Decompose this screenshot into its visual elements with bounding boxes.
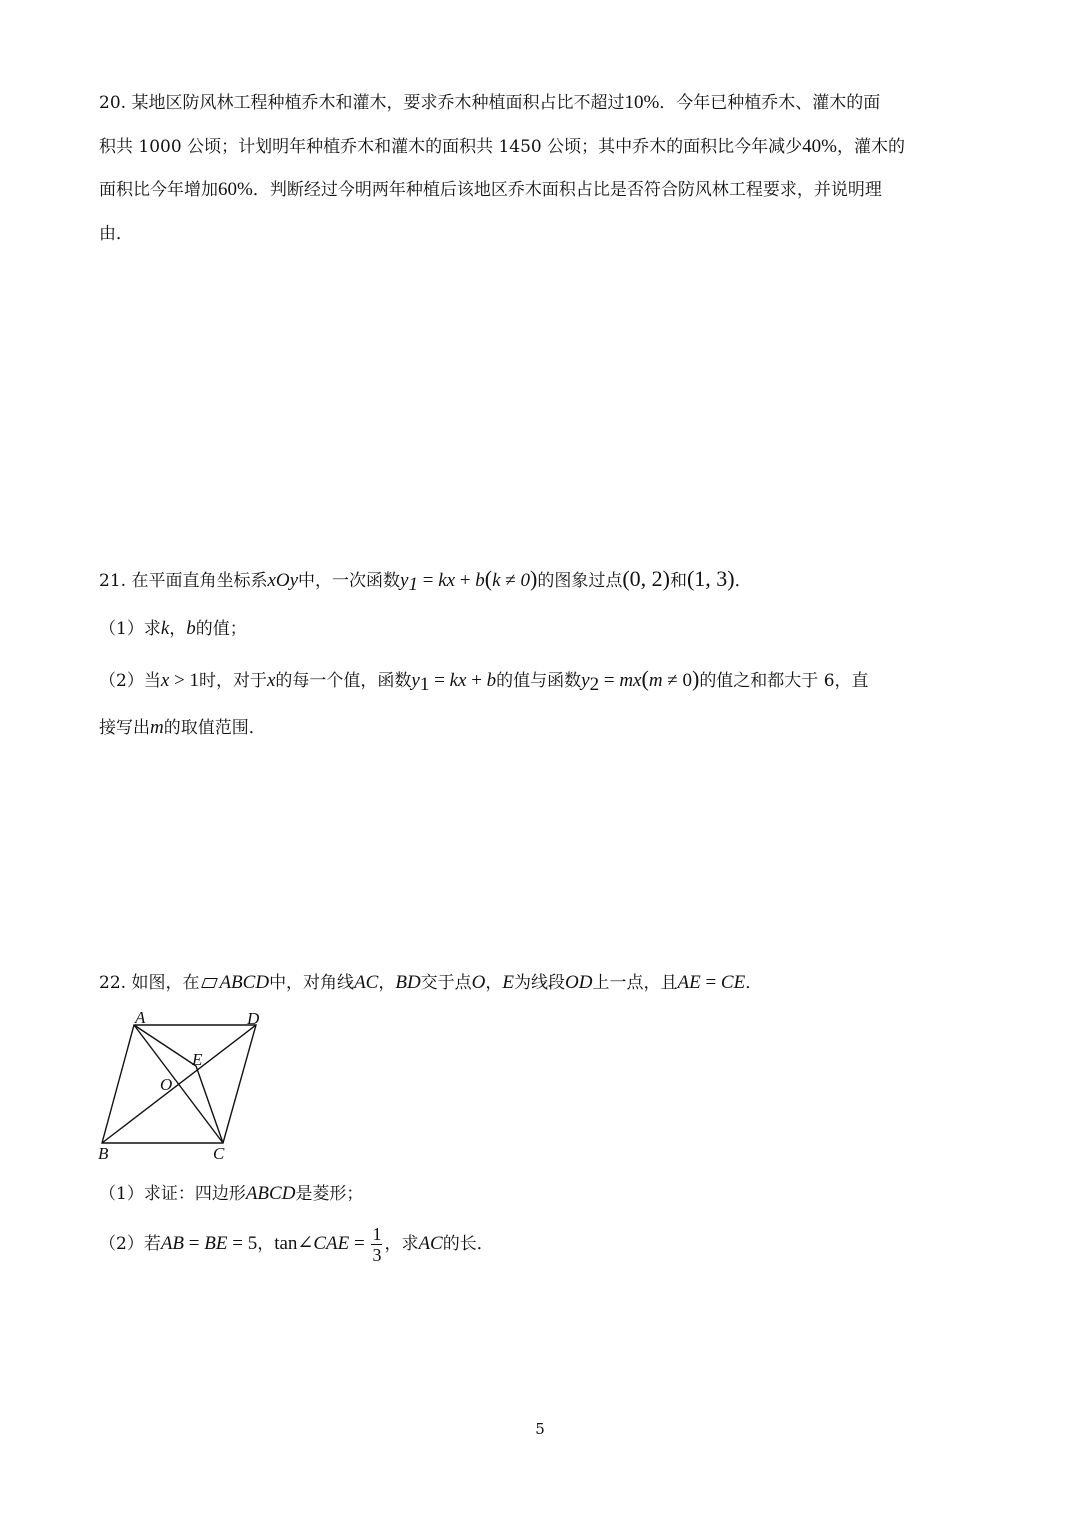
label-b: B	[98, 1144, 109, 1163]
q22-part-1	[99, 1181, 363, 1207]
math-xoy: xOy	[267, 570, 299, 591]
q20-percent-40: 40%	[802, 136, 837, 157]
math-kx: kx	[449, 670, 467, 691]
math-m: m	[648, 670, 663, 691]
math-o: O	[471, 972, 486, 993]
math-abcd: ABCD	[245, 1183, 296, 1204]
q21-text: 的值；	[195, 619, 247, 639]
q22-text: （1）求证：四边形	[99, 1184, 246, 1204]
math-op: ≠ 0	[662, 670, 692, 691]
q21-text: 接写出	[99, 718, 150, 738]
page-number: 5	[535, 1420, 545, 1438]
math-point-0-2: (0, 2)	[622, 566, 670, 591]
math-tan: tan∠	[274, 1233, 314, 1254]
math-k: k	[160, 618, 170, 639]
q20-text: 20. 某地区防风林工程种植乔木和灌木，要求乔木种植面积占比不超过	[99, 93, 625, 113]
q22-text: 的长．	[442, 1234, 494, 1254]
q22-text: 22. 如图，在	[99, 973, 200, 993]
math-ae: AE	[677, 972, 701, 993]
math-op: +	[455, 570, 476, 591]
q22-text: ，	[485, 973, 503, 993]
math-op: ≠	[500, 570, 521, 591]
q21-text: （1）求	[99, 619, 161, 639]
math-x: x	[266, 670, 276, 691]
fraction-one-third	[371, 1224, 382, 1265]
math-b: b	[486, 670, 497, 691]
q21-text: （2）当	[99, 671, 161, 691]
math-op: +	[466, 670, 487, 691]
label-e: E	[192, 1050, 203, 1069]
label-d: D	[247, 1009, 260, 1028]
q22-text: 为线段	[514, 973, 566, 993]
parallelogram-figure	[96, 1006, 286, 1166]
math-op: =	[429, 670, 450, 691]
math-ce: CE	[720, 972, 746, 993]
math-b: b	[186, 618, 196, 639]
q20-text: ．今年已种植乔木、灌木的面	[659, 93, 881, 113]
q21-part-1	[99, 616, 247, 642]
math-ac: AC	[354, 972, 379, 993]
q21-text: 的值之和都大于 6，直	[699, 671, 869, 691]
math-sub: 1	[419, 674, 430, 695]
math-be: BE	[204, 1233, 228, 1254]
q21-text: 时，对于	[198, 671, 267, 691]
q20-percent-60: 60%	[218, 179, 253, 200]
q22-text: ，	[378, 973, 396, 993]
math-x: x	[160, 670, 170, 691]
math-op: =	[599, 670, 620, 691]
math-b: b	[475, 570, 485, 591]
q20-line-1	[99, 90, 880, 116]
math-zero: 0	[520, 570, 530, 591]
math-m: m	[150, 717, 164, 738]
q21-text: 21. 在平面直角坐标系	[99, 571, 268, 591]
q22-text: 是菱形；	[295, 1184, 364, 1204]
q20-line-4: 由．	[99, 224, 133, 244]
q22-text: （2）若	[99, 1234, 161, 1254]
q20-percent-10: 10%	[624, 92, 660, 113]
q21-text: 中，一次函数	[298, 571, 401, 591]
math-od: OD	[565, 972, 593, 993]
math-mx: mx	[619, 670, 642, 691]
q22-text: 交于点	[420, 973, 472, 993]
q21-line-1	[99, 566, 752, 598]
q21-text: 的图象过点	[537, 571, 623, 591]
math-kx: kx	[438, 570, 456, 591]
math-y: y	[581, 670, 590, 691]
math-ineq: > 1	[169, 670, 199, 691]
fraction-denominator: 3	[372, 1245, 382, 1265]
math-y: y	[411, 670, 420, 691]
q20-text: ．判断经过今明两年种植后该地区乔木面积占比是否符合防风林工程要求，并说明理	[252, 180, 882, 200]
q21-text: 和	[669, 571, 687, 591]
q20-text: ，灌木的	[836, 137, 905, 157]
q21-part-2	[99, 666, 869, 698]
q22-text: ．	[745, 973, 763, 993]
math-paren: )	[691, 666, 700, 691]
parallelogram-icon	[202, 978, 219, 988]
math-abcd: ABCD	[219, 972, 270, 993]
q20-text: 积共 1000 公顷；计划明年种植乔木和灌木的面积共 1450 公顷；其中乔木的面积比今年减少	[99, 137, 803, 157]
math-ab: AB	[160, 1233, 185, 1254]
math-op: =	[700, 972, 721, 993]
q22-part-2	[99, 1224, 494, 1265]
math-sub: 2	[589, 674, 600, 695]
diagonal-bd	[102, 1025, 256, 1143]
math-e: E	[502, 972, 515, 993]
q21-part-2-cont	[99, 715, 266, 741]
q22-text: 上一点，且	[592, 973, 678, 993]
q22-text: 中，对角线	[269, 973, 355, 993]
q20-line-3	[99, 177, 882, 203]
math-paren: )	[530, 566, 538, 591]
math-op: =	[417, 570, 439, 591]
fraction-numerator: 1	[372, 1224, 382, 1244]
q22-line-1	[99, 970, 762, 996]
label-c: C	[213, 1144, 225, 1163]
math-paren: (	[641, 666, 649, 691]
q22-text: ，求	[384, 1234, 419, 1254]
math-paren: (	[484, 566, 493, 591]
q20-text: 面积比今年增加	[99, 180, 218, 200]
math-op: = 5	[227, 1233, 258, 1254]
math-y: y	[400, 570, 409, 591]
q21-text: ．	[734, 571, 752, 591]
segment-ae	[134, 1025, 196, 1066]
q21-text: 的每一个值，函数	[275, 671, 412, 691]
math-ac: AC	[418, 1233, 443, 1254]
math-bd: BD	[395, 972, 421, 993]
segment-ce	[196, 1066, 223, 1143]
math-sub: 1	[408, 574, 418, 595]
math-k: k	[492, 570, 501, 591]
math-cae: CAE	[313, 1233, 350, 1254]
math-op: =	[349, 1233, 370, 1254]
q21-text: ，	[169, 619, 187, 639]
math-point-1-3: (1, 3)	[686, 566, 735, 591]
q20-line-2	[99, 134, 905, 160]
q22-text: ，	[257, 1234, 275, 1254]
label-o: O	[160, 1075, 173, 1094]
math-op: =	[184, 1233, 205, 1254]
q21-text: 的取值范围．	[163, 718, 266, 738]
q21-text: 的值与函数	[496, 671, 582, 691]
label-a: A	[135, 1008, 146, 1027]
